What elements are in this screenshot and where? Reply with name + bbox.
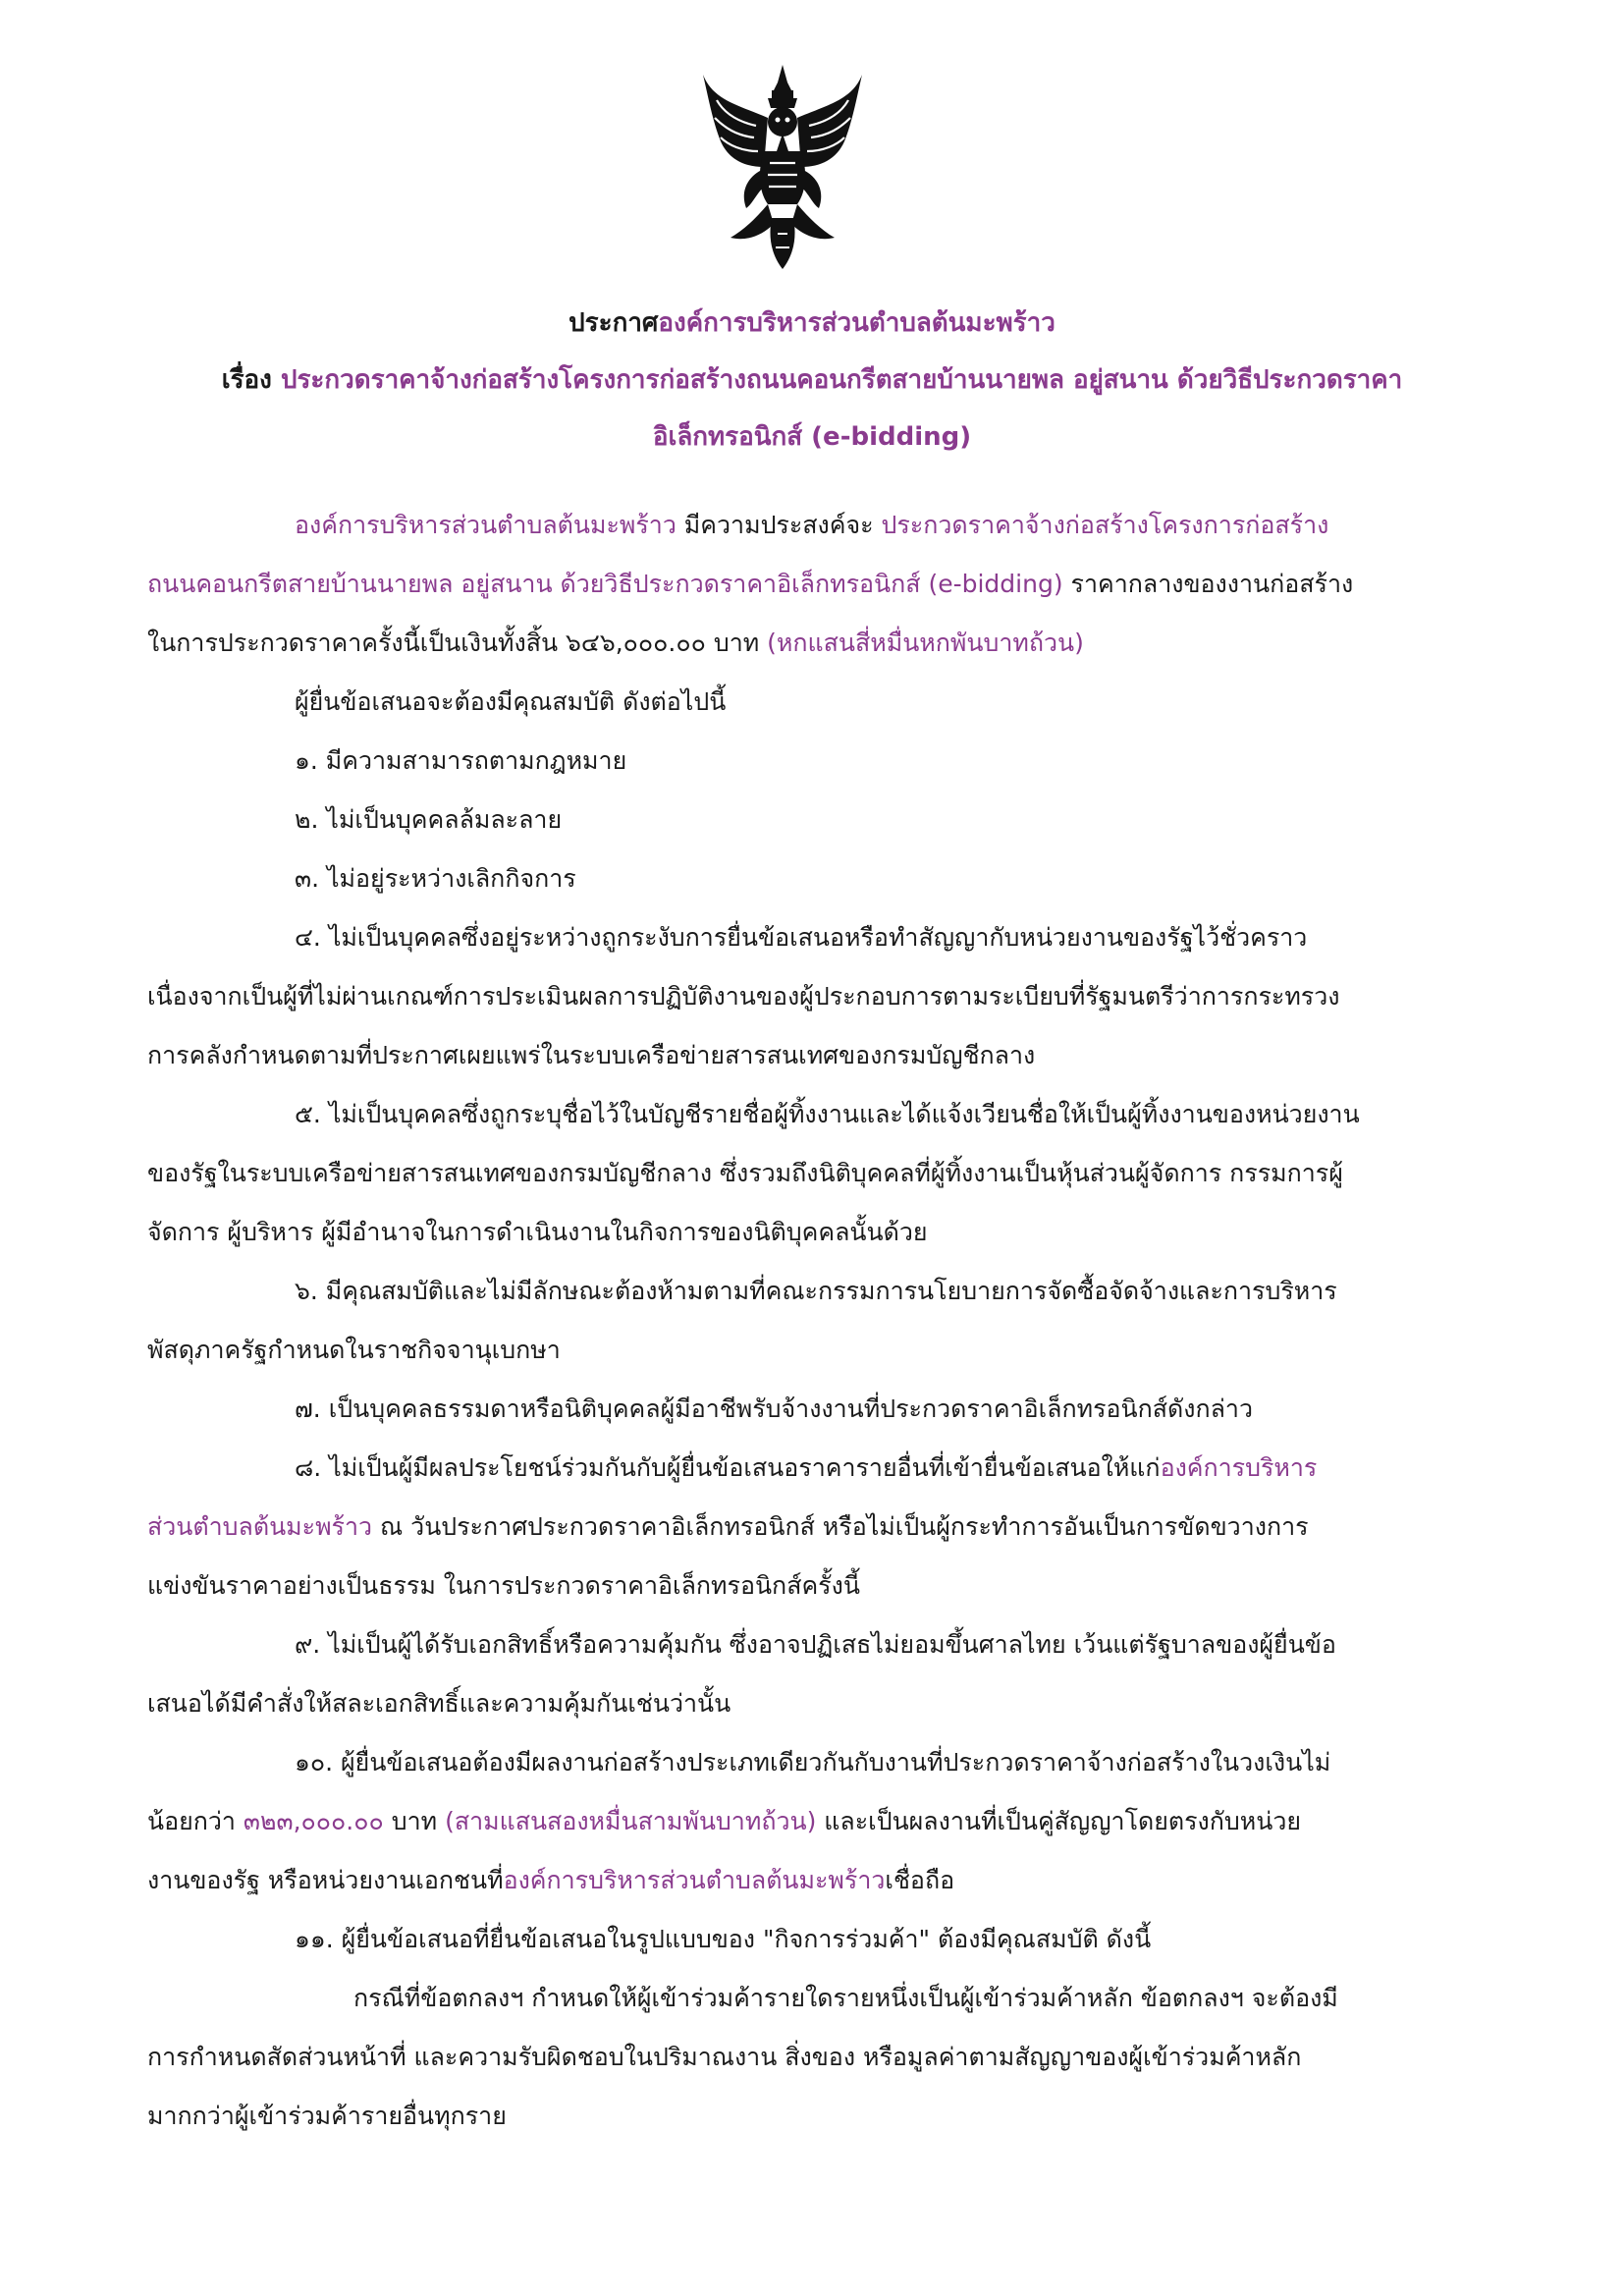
garuda-emblem-icon: [699, 61, 866, 272]
median-price-words: (หกแสนสี่หมื่นหกพันบาทถ้วน): [767, 629, 1084, 657]
subject-label: เรื่อง: [221, 365, 272, 395]
item-9: ๙. ไม่เป็นผู้ได้รับเอกสิทธิ์หรือความคุ้มกัน ซึ่งอาจปฏิเสธไม่ยอมขึ้นศาลไทย เว้นแต่รัฐบาลของผู้ยื่นข้อ เสนอได้มีคำสั่งให้สละเอกสิทธิ์และความคุ้มกันเช่นว่านั้น: [147, 1630, 1336, 1718]
item-7: ๗. เป็นบุคคลธรรมดาหรือนิติบุคคลผู้มีอาชีพรับจ้างงานที่ประกวดราคาอิเล็กทรอนิกส์ดังกล่าว: [295, 1394, 1253, 1423]
item-11-detail: กรณีที่ข้อตกลงฯ กำหนดให้ผู้เข้าร่วมค้ารายใดรายหนึ่งเป็นผู้เข้าร่วมค้าหลัก ข้อตกลงฯ จะต้องมี การกำหนดสัดส่วนหน้าที่ และความรับผิดชอบในปริมาณงาน สิ่งของ หรือมูลค่าตามสัญญาของผู้เข้าร่วมค้าหลัก มากกว่าผู้เข้าร่วมค้ารายอื่นทุกราย: [147, 1984, 1338, 2130]
item-8: ๘. ไม่เป็นผู้มีผลประโยชน์ร่วมกันกับผู้ยื่นข้อเสนอราคารายอื่นที่เข้ายื่นข้อเสนอให้แก่องค์การบริหาร ส่วนตำบลต้นมะพร้าว ณ วันประกาศประกวดราคาอิเล็กทรอนิกส์ หรือไม่เป็นผู้กระทำการอันเป็นการขัดขวางการ แข่งขันราคาอย่างเป็นธรรม ในการประกวดราคาอิเล็กทรอนิกส์ครั้งนี้: [147, 1453, 1318, 1600]
qualifications-heading: ผู้ยื่นข้อเสนอจะต้องมีคุณสมบัติ ดังต่อไปนี้: [295, 687, 727, 716]
item-1: ๑. มีความสามารถตามกฎหมาย: [295, 746, 627, 775]
item-5: ๕. ไม่เป็นบุคคลซึ่งถูกระบุชื่อไว้ในบัญชีรายชื่อผู้ทิ้งงานและได้แจ้งเวียนชื่อให้เป็นผู้ทิ้งงานของหน่วยงาน ของรัฐในระบบเครือข่ายสารสนเทศของกรมบัญชีกลาง ซึ่งรวมถึงนิติบุคคลที่ผู้ทิ้งงานเป็นหุ้นส่วนผู้จัดการ กรรมการผู้ จัดการ ผู้บริหาร ผู้มีอำนาจในการดำเนินงานในกิจการของนิติบุคคลนั้นด้วย: [147, 1100, 1360, 1246]
item-11: ๑๑. ผู้ยื่นข้อเสนอที่ยื่นข้อเสนอในรูปแบบของ "กิจการร่วมค้า" ต้องมีคุณสมบัติ ดังนี้: [295, 1925, 1152, 1953]
intro-paragraph: องค์การบริหารส่วนตำบลต้นมะพร้าว มีความประสงค์จะ ประกวดราคาจ้างก่อสร้างโครงการก่อสร้าง ถนนคอนกรีตสายบ้านนายพล อยู่สนาน ด้วยวิธีประกวดราคาอิเล็กทรอนิกส์ (e-bidding) ราคากลางของงานก่อสร้าง ในการประกวดราคาครั้งนี้เป็นเงินทั้งสิ้น ๖๔๖,๐๐๐.๐๐ บาท (หกแสนสี่หมื่นหกพันบาทถ้วน): [147, 511, 1354, 657]
subject-line-2: อิเล็กทรอนิกส์ (e-bidding): [652, 422, 972, 452]
item-2: ๒. ไม่เป็นบุคคลล้มละลาย: [295, 805, 563, 834]
item-6: ๖. มีคุณสมบัติและไม่มีลักษณะต้องห้ามตามที่คณะกรรมการนโยบายการจัดซื้อจัดจ้างและการบริหาร พัสดุภาครัฐกำหนดในราชกิจจานุเบกษา: [147, 1277, 1337, 1364]
item-3: ๓. ไม่อยู่ระหว่างเลิกกิจการ: [295, 864, 576, 893]
org-name: องค์การบริหารส่วนตำบลต้นมะพร้าว: [658, 308, 1056, 338]
item-10: ๑๐. ผู้ยื่นข้อเสนอต้องมีผลงานก่อสร้างประเภทเดียวกันกับงานที่ประกวดราคาจ้างก่อสร้างในวงเงินไม่ น้อยกว่า ๓๒๓,๐๐๐.๐๐ บาท (สามแสนสองหมื่นสามพันบาทถ้วน) และเป็นผลงานที่เป็นคู่สัญญาโดยตรงกับหน่วย งานของรัฐ หรือหน่วยงานเอกชนที่องค์การบริหารส่วนตำบลต้นมะพร้าวเชื่อถือ: [147, 1748, 1331, 1894]
announcement-body: [147, 496, 1477, 2146]
announcement-title: [147, 295, 1477, 465]
item-4: ๔. ไม่เป็นบุคคลซึ่งอยู่ระหว่างถูกระงับการยื่นข้อเสนอหรือทำสัญญากับหน่วยงานของรัฐไว้ชั่วคราว เนื่องจากเป็นผู้ที่ไม่ผ่านเกณฑ์การประเมินผลการปฏิบัติงานของผู้ประกอบการตามระเบียบที่รัฐมนตรีว่าการกระทรวง การคลังกำหนดตามที่ประกาศเผยแพร่ในระบบเครือข่ายสารสนเทศของกรมบัญชีกลาง: [147, 923, 1340, 1069]
title-line-1: ประกาศองค์การบริหารส่วนตำบลต้นมะพร้าว: [568, 308, 1056, 338]
subject-line: เรื่อง ประกวดราคาจ้างก่อสร้างโครงการก่อสร้างถนนคอนกรีตสายบ้านนายพล อยู่สนาน ด้วยวิธีประกวดราคา: [221, 365, 1403, 395]
